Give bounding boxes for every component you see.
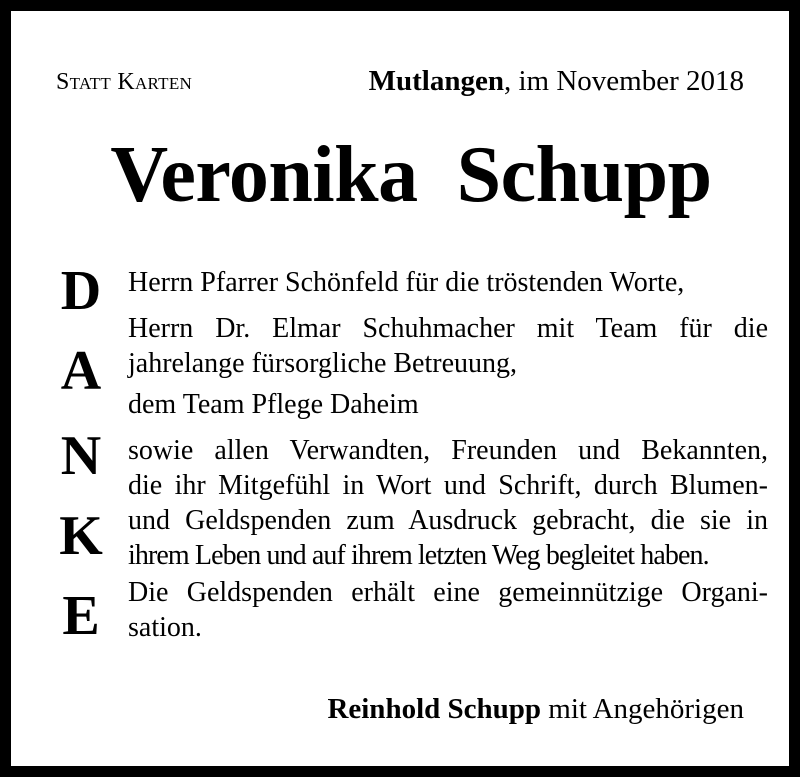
- danke-letter-d: D: [60, 260, 102, 322]
- thanks-line: dem Team Pflege Daheim: [128, 389, 419, 420]
- place-date-line: [369, 65, 744, 98]
- thanks-paragraph-relatives: [128, 433, 768, 573]
- deceased-name: Veronika Schupp: [110, 131, 712, 219]
- thanks-paragraph-pastor: [128, 265, 768, 300]
- thanks-line: jahrelange fürsorgliche Betreuung,: [128, 348, 518, 379]
- danke-letter-k: K: [59, 505, 103, 567]
- thanks-line: Herrn Dr. Elmar Schuhmacher mit Team für die: [128, 313, 768, 344]
- thanks-paragraph-doctor: [128, 311, 768, 381]
- thanks-line: Herrn Pfarrer Schönfeld für die tröstenden Worte,: [128, 267, 685, 298]
- danke-letter-n: N: [60, 425, 102, 487]
- thanks-line: sowie allen Verwandten, Freunden und Bekannten,: [128, 435, 768, 466]
- thanks-paragraph-care-team: [128, 387, 768, 422]
- donation-note: [128, 575, 768, 645]
- signature-line: [327, 693, 744, 726]
- statt-karten-label: Statt Karten: [56, 69, 193, 95]
- thanks-line: ihrem Leben und auf ihrem letzten Weg begleitet haben.: [128, 540, 709, 571]
- thanks-line: und Geldspenden zum Ausdruck gebracht, die sie in: [128, 505, 768, 536]
- thanks-line: sation.: [128, 612, 202, 643]
- signature-rest: mit Angehörigen: [541, 693, 744, 725]
- thanks-line: die ihr Mitgefühl in Wort und Schrift, durch Blumen-: [128, 470, 768, 501]
- place-name: Mutlangen: [368, 65, 504, 97]
- thanks-line: Die Geldspenden erhält eine gemeinnützige Organi-: [128, 577, 768, 608]
- signature-name: Reinhold Schupp: [327, 693, 542, 725]
- danke-letter-a: A: [60, 340, 102, 402]
- danke-letter-e: E: [62, 585, 100, 647]
- date-text: , im November 2018: [503, 65, 744, 97]
